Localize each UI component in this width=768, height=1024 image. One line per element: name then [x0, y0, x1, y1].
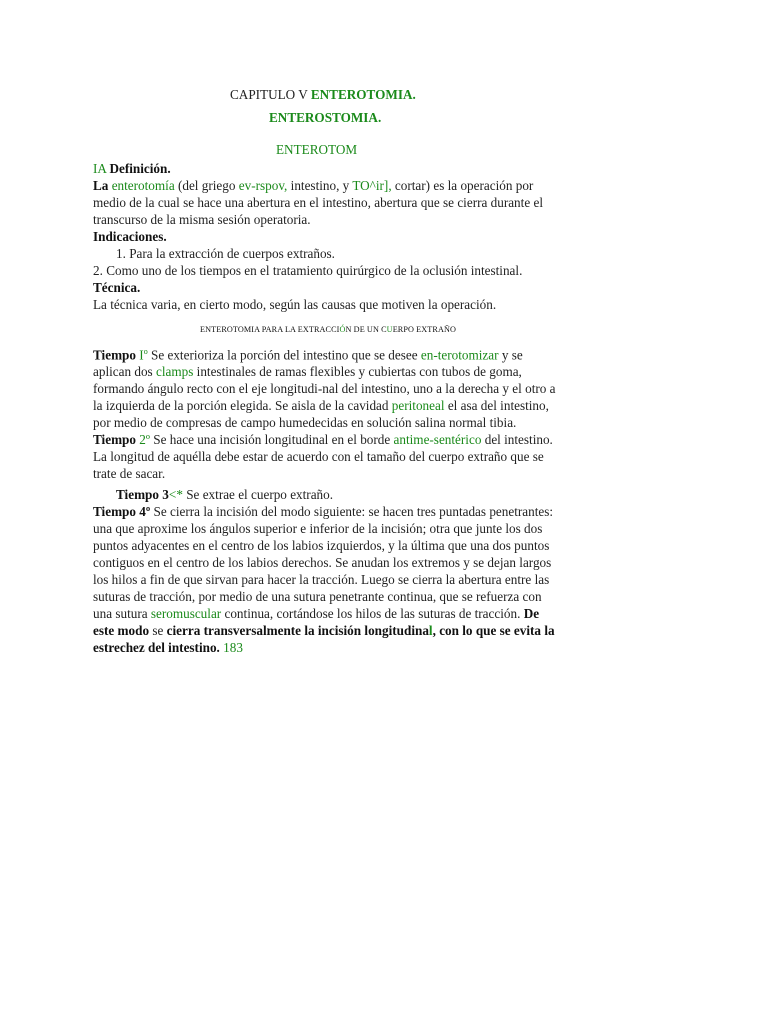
definition-label: Definición. [109, 161, 171, 176]
step-1-text-b: y se aplican dos [93, 347, 523, 380]
technique-text: La técnica varia, en cierto modo, según las causas que motiven la operación. [93, 297, 497, 312]
chapter-title [230, 86, 563, 103]
greek-word-1: ev-rspov, [238, 178, 288, 193]
step-1-paragraph [93, 343, 563, 431]
chapter-name: ENTEROTOMIA. [310, 87, 416, 102]
definition-text-3: cortar) es la operación por medio de la cual se hace una abertura en el intestino, abertura que se cierra durante el transcurso de la misma sesión operatoria. [93, 178, 543, 227]
step-1-green-3: peritoneal [391, 398, 445, 414]
section-number: IA [93, 161, 107, 176]
step-1-green-2: clamps [156, 364, 194, 380]
step-4-text-a: Se cierra la incisión del modo siguiente: se hacen tres puntadas penetrantes: una que aproxime los ángulos superior e inferior de la incisión; otra que junte los dos puntos adyacentes en el centro de los labios izquierdos, y la última que una dos puntos contiguos en el centro de los labios derechos. Se anudan los extremos y se dejan largos los hilos a fin de que sirvan para hacer la tracción. Luego se cierra la abertura entre las suturas de tracción, por medio de una sutura penetrante continua, que se refuerza con una sutura [93, 504, 554, 622]
section-heading: ENTEROTOM [276, 142, 358, 157]
section-title-part: N DE UN C [345, 325, 387, 334]
indication-2 [93, 262, 563, 296]
step-1-text-a: Se exterioriza la porción del intestino que se desee [151, 347, 418, 363]
step-3-text: Se extrae el cuerpo extraño. [186, 487, 334, 503]
document-page [93, 86, 563, 656]
chapter-subtitle: ENTEROSTOMIA. [269, 110, 382, 125]
definition-heading [93, 160, 563, 177]
page-number: 183 [223, 640, 243, 656]
step-4-bold-e: cierra transversalmente la incisión longitudina [166, 623, 429, 639]
definition-paragraph [93, 177, 563, 228]
step-4-bold-c: De este modo [93, 606, 540, 639]
step-4-bold-h: , con lo que se evita la estrechez del intestino. [93, 623, 555, 656]
greek-word-2: TO^ir], [352, 178, 392, 193]
definition-text-1: (del griego [177, 178, 236, 193]
definition-term: enterotomía [111, 178, 175, 193]
step-4-green: seromuscular [150, 606, 222, 622]
step-4-label: Tiempo 4º [93, 504, 151, 520]
step-1-label: Tiempo [93, 347, 136, 363]
step-3-green: <* [168, 487, 183, 503]
section-title-part: ENTEROTOMIA PARA LA EXTRACCI [200, 325, 340, 334]
step-4-text-b: continua, cortándose los hilos de las suturas de tracción. [224, 606, 521, 622]
technique-label: Técnica. [93, 280, 141, 295]
step-1-sup: o [143, 347, 148, 356]
chapter-number: CAPITULO V [230, 87, 308, 102]
step-1-text-d: el asa del intestino, por medio de compresas de campo humedecidas en solución salina normal tibia. [93, 398, 549, 431]
indication-2-text: 2. Como uno de los tiempos en el tratamiento quirúrgico de la oclusión intestinal. [93, 263, 523, 278]
section-title-part: ERPO EXTRAÑO [392, 325, 456, 334]
step-2-label: Tiempo [93, 432, 136, 448]
section-title-part: Ó [339, 325, 346, 334]
step-2-text-a: Se hace una incisión longitudinal en el borde [153, 432, 391, 448]
step-3-label: Tiempo 3 [116, 487, 169, 503]
step-1-number: I [139, 347, 144, 363]
section-title [93, 321, 563, 338]
step-1-text-c: intestinales de ramas flexibles y cubiertas con tubos de goma, formando ángulo recto con el eje longitudi-nal del intestino, uno a la derecha y el otro a la izquierda de la porción elegida. Se aisla de la cavidad [93, 364, 556, 414]
step-2-paragraph [93, 431, 563, 482]
step-3-paragraph [93, 486, 563, 503]
definition-lead: La [93, 178, 109, 193]
step-2-text-b: del intestino. La longitud de aquélla debe estar de acuerdo con el tamaño del cuerpo extraño que se trate de sacar. [93, 432, 553, 482]
step-4-green-letter: l [428, 623, 433, 639]
step-4-paragraph [93, 503, 563, 656]
indications-label: Indicaciones. [93, 229, 167, 244]
step-2-green: antime-sentérico [393, 432, 482, 448]
step-2-number: 2º [139, 432, 150, 448]
step-1-green-1: en-terotomizar [420, 347, 499, 363]
indication-1: 1. Para la extracción de cuerpos extraños. [116, 246, 335, 261]
step-4-text-d: se [152, 623, 164, 639]
section-title-part: U [386, 325, 393, 334]
definition-text-2: intestino, y [290, 178, 350, 193]
